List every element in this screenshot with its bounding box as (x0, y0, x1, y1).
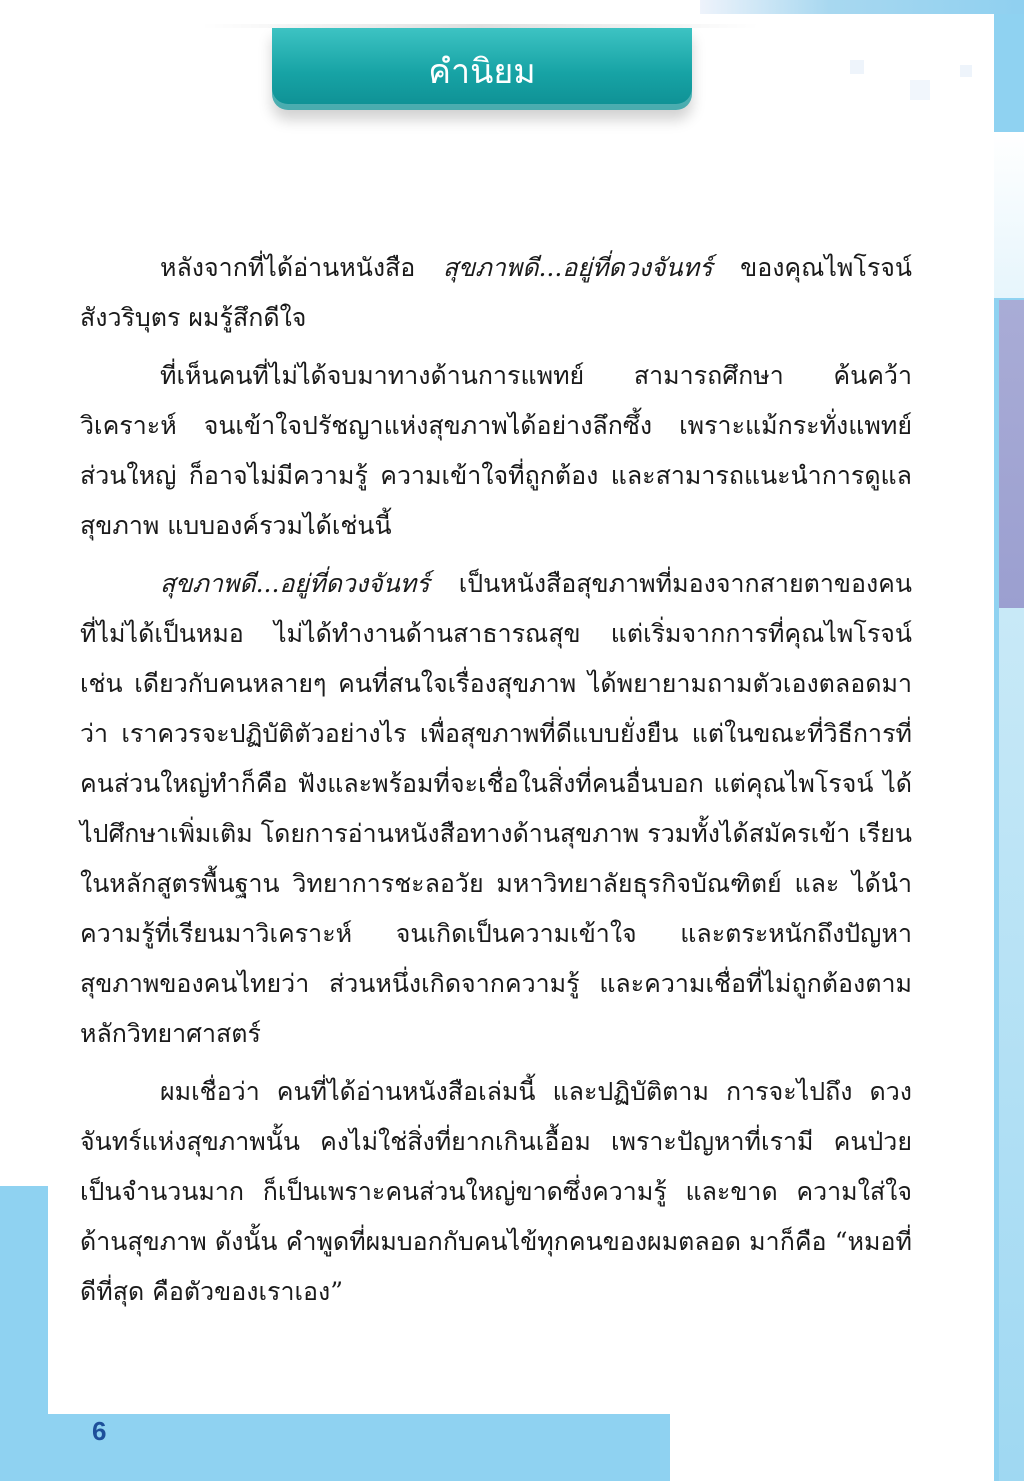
paragraph-3 (80, 559, 912, 1059)
decor-top-right-band (700, 0, 1024, 14)
paragraph-2: ที่เห็นคนที่ไม่ได้จบมาทางด้านการแพทย์ สามารถศึกษา ค้นคว้า วิเคราะห์ จนเข้าใจปรัชญาแห่งสุขภาพได้อย่างลึกซึ้ง เพราะแม้กระทั่งแพทย์ส่วนใหญ่ ก็อาจไม่มีความรู้ ความเข้าใจที่ถูกต้อง และสามารถแนะนำการดูแลสุขภาพ แบบองค์รวมได้เช่นนี้ (80, 361, 912, 540)
page-number: 6 (92, 1416, 107, 1446)
book-title-ref: สุขภาพดี...อยู่ที่ดวงจันทร์ (160, 569, 430, 598)
paragraph-1 (80, 243, 912, 343)
paragraph-1-tail: ของคุณไพโรจน์ สังวริบุตร ผมรู้สึกดีใจ (80, 253, 912, 332)
paragraph-4: ผมเชื่อว่า คนที่ได้อ่านหนังสือเล่มนี้ และปฏิบัติตาม การจะไปถึง ดวงจันทร์แห่งสุขภาพนั้น คงไม่ใช่สิ่งที่ยากเกินเอื้อม เพราะปัญหาที่เรามี คนป่วยเป็นจำนวนมาก ก็เป็นเพราะคนส่วนใหญ่ขาดซึ่งความรู้ และขาด ความใส่ใจด้านสุขภาพ ดังนั้น คำพูดที่ผมบอกกับคนไข้ทุกคนของผมตลอด มาก็คือ “หมอที่ดีที่สุด คือตัวของเราเอง” (80, 1077, 912, 1306)
decor-right-lower-bar (999, 608, 1024, 1481)
article-body (80, 243, 912, 1325)
header-banner (272, 28, 692, 110)
paragraph-3-text: เป็นหนังสือสุขภาพที่มองจากสายตาของคน ที่ไม่ได้เป็นหมอ ไม่ได้ทำงานด้านสาธารณสุข แต่เริ่มจากการที่คุณไพโรจน์ เช่น เดียวกับคนหลายๆ คนที่สนใจเรื่องสุขภาพ ได้พยายามถามตัวเองตลอดมาว่า เราควรจะปฏิบัติตัวอย่างไร เพื่อสุขภาพที่ดีแบบยั่งยืน แต่ในขณะที่วิธีการที่ คนส่วนใหญ่ทำก็คือ ฟังและพร้อมที่จะเชื่อในสิ่งที่คนอื่นบอก แต่คุณไพโรจน์ ได้ไปศึกษาเพิ่มเติม โดยการอ่านหนังสือทางด้านสุขภาพ รวมทั้งได้สมัครเข้า เรียนในหลักสูตรพื้นฐาน วิทยาการชะลอวัย มหาวิทยาลัยธุรกิจบัณฑิตย์ และ ได้นำความรู้ที่เรียนมาวิเคราะห์ จนเกิดเป็นความเข้าใจ และตระหนักถึงปัญหา สุขภาพของคนไทยว่า ส่วนหนึ่งเกิดจากความรู้ และความเชื่อที่ไม่ถูกต้องตาม หลักวิทยาศาสตร์ (80, 569, 912, 1048)
paragraph-1-lead: หลังจากที่ได้อ่านหนังสือ (160, 253, 443, 282)
decor-right-purple-bar (999, 300, 1024, 608)
decor-right-white-panel (994, 132, 1024, 298)
page-title: คำนิยม (428, 52, 536, 92)
decor-pixel-squares (850, 60, 990, 120)
book-title-ref: สุขภาพดี...อยู่ที่ดวงจันทร์ (442, 253, 713, 282)
